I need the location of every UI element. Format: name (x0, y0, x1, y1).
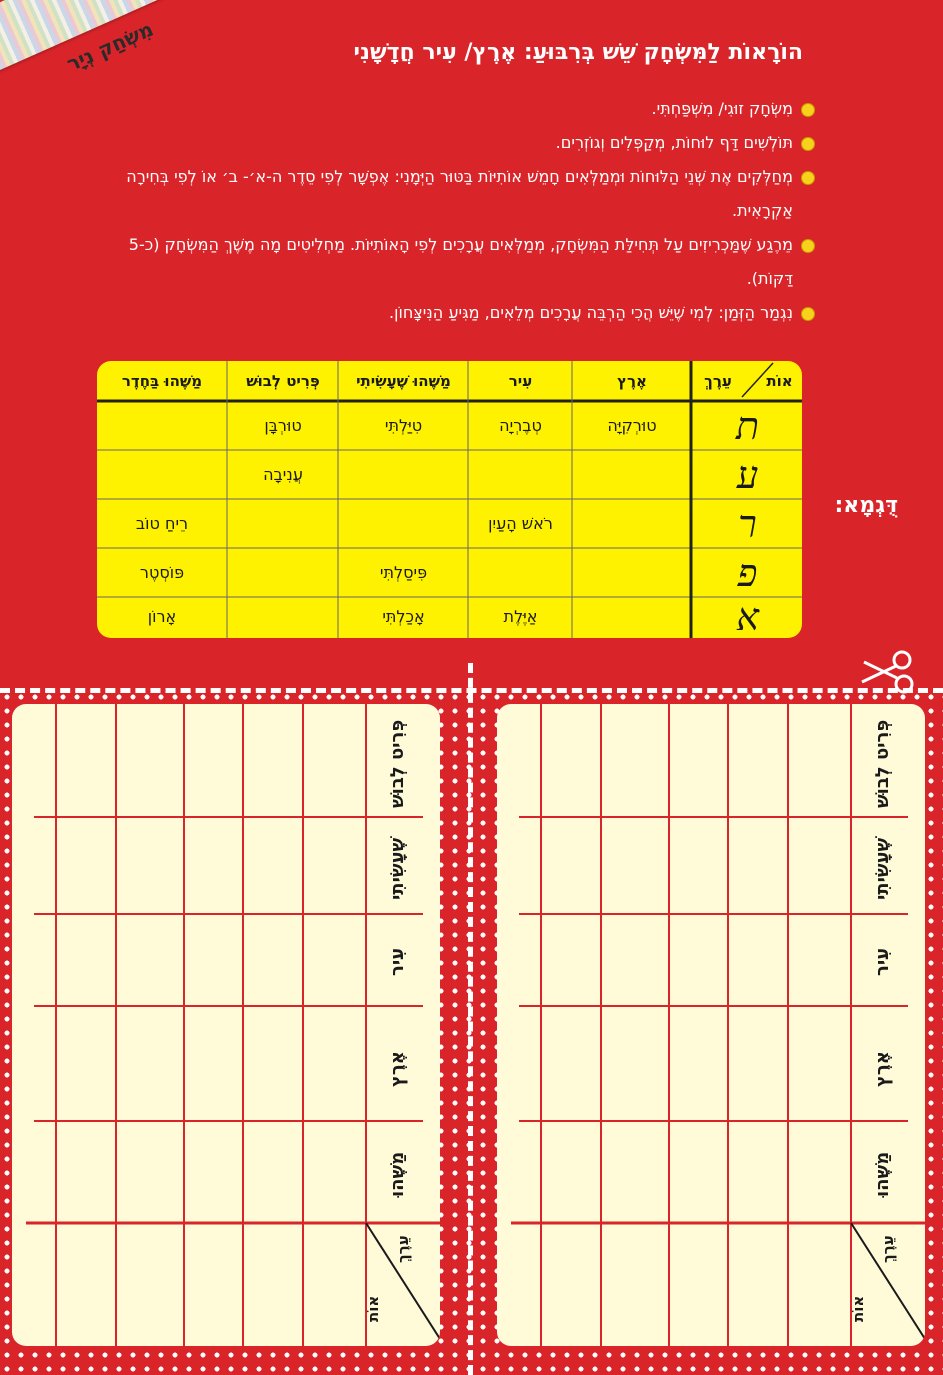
table-cell (573, 500, 691, 548)
table-cell: רֵיחַ טוֹב (135, 514, 189, 533)
table-cell: טוּרְקִיָּה (607, 416, 657, 435)
page-title: הוֹרָאוֹת לַמִּשְׂחָק שֵׁשׁ בְּרִבּוּעַ: אֶרֶץ/ עִיר חֲדָשָׁנִי (353, 40, 803, 65)
table-cell (339, 500, 468, 548)
column-header: עִיר (508, 372, 533, 390)
sheet-grid-lines (12, 704, 440, 1346)
smiley-bullet-icon (801, 137, 815, 151)
column-label: מַשֶּׁהוּ (387, 1151, 408, 1197)
table-cell (469, 451, 572, 499)
header-letter: אוֹת (766, 372, 793, 390)
rule-item: מִשְׂחָק זוּגִי/ מִשְׁפַּחְתִּי. (115, 92, 815, 126)
smiley-bullet-icon (801, 239, 815, 253)
rule-item: נִגְמַר הַזְּמַן: לְמִי שֶׁיֵּשׁ הֲכִי הַרְבֵּה עֲרָכִים מְלֵאִים, מַגִּיעַ הַנִּיצָּחוֹן. (115, 296, 815, 330)
table-cell: רֹאשׁ הָעַיִן (488, 514, 553, 533)
row-letter: פ (737, 551, 758, 595)
row-letter: א (736, 595, 759, 638)
column-label: שֶׁעָשִׂיתִי (387, 837, 408, 901)
column-label: מַשֶּׁהוּ (872, 1151, 893, 1197)
row-letter: ת (735, 404, 760, 448)
table-cell: פּוֹסְטֶר (139, 563, 185, 582)
header-letter: אוֹת (364, 1295, 382, 1323)
column-label: עִיר (387, 947, 408, 977)
column-label: פְּרִיט לְבוּשׁ (872, 719, 893, 809)
table-cell (228, 549, 338, 597)
table-cell: טְבֶרְיָה (499, 416, 542, 435)
column-label: אֶרֶץ (872, 1051, 893, 1087)
table-cell: טִיַּלְתִּי (384, 416, 423, 435)
table-cell (573, 593, 691, 638)
table-cell (339, 451, 468, 499)
table-cell (469, 549, 572, 597)
smiley-bullet-icon (801, 103, 815, 117)
example-table (97, 361, 802, 638)
table-cell: אָרוֹן (147, 607, 177, 626)
header-value: עֵרֶךְ (879, 1235, 897, 1263)
column-label: אֶרֶץ (387, 1051, 408, 1087)
vertical-cut-line (468, 663, 473, 1375)
rule-item: תּוֹלְשִׁים דַּף לוּחוֹת, מְקַפְּלִים וְגוֹזְרִים. (115, 126, 815, 160)
sheet-grid-lines (497, 704, 925, 1346)
row-letter: ר (738, 502, 757, 546)
column-label: עִיר (872, 947, 893, 977)
table-cell (228, 593, 338, 638)
header-letter: אוֹת (849, 1295, 867, 1323)
header-value: עֵרֶךְ (704, 372, 732, 390)
table-cell (573, 549, 691, 597)
game-badge: מִשְׂחַק נְיָר (63, 16, 157, 77)
blank-game-sheet-left (12, 704, 440, 1346)
rules-list (115, 92, 815, 330)
blank-game-sheet-right (497, 704, 925, 1346)
table-cell: עֲנִיבָה (263, 465, 303, 484)
smiley-bullet-icon (801, 171, 815, 185)
column-header: פְּרִיט לְבוּשׁ (246, 372, 320, 390)
table-cell (97, 402, 227, 450)
header-value: עֵרֶךְ (394, 1235, 412, 1263)
table-cell (97, 451, 227, 499)
scissors-icon (858, 650, 914, 694)
column-label: פְּרִיט לְבוּשׁ (387, 719, 408, 809)
row-letter: ע (736, 453, 759, 497)
rule-item: מְחַלְּקִים אֶת שְׁנֵי הַלּוּחוֹת וּמְמַלְּאִים חָמֵשׁ אוֹתִיּוֹת בַּטּוּר הַיְּמָנִי: אֶפְשָׁר לְפִי סֵדֶר ה-א׳- ב׳ אוֹ לְפִי בְּחִירָה אַקְרָאִית. (115, 160, 815, 228)
column-header: מַשֶּׁהוּ בַּחֶדֶר (121, 372, 203, 390)
table-cell: טוּרְבָּן (264, 416, 302, 435)
column-label: שֶׁעָשִׂיתִי (872, 837, 893, 901)
table-cell: פִּיסַלְתִּי (379, 563, 428, 582)
smiley-bullet-icon (801, 307, 815, 321)
column-header: מַשֶּׁהוּ שֶׁעָשִׂיתִי (356, 372, 451, 390)
table-cell (573, 451, 691, 499)
example-label: דֻּגְמָא: (834, 493, 898, 518)
table-cell: אַיֶּלֶת (503, 607, 538, 626)
rule-item: מֵרֶגַע שֶׁמַּכְרִיזִים עַל תְּחִילַּת הַמִּשְׂחָק, מְמַלְּאִים עֲרָכִים לְפִי הָאוֹתִיּוֹת. מַחְלִיטִים מָה מֶשֶׁךְ הַמִּשְׂחָק (כ-5 דַּקּוֹת). (115, 228, 815, 296)
table-cell (228, 500, 338, 548)
column-header: אֶרֶץ (617, 372, 647, 390)
table-cell: אָכַלְתִּי (382, 607, 425, 626)
